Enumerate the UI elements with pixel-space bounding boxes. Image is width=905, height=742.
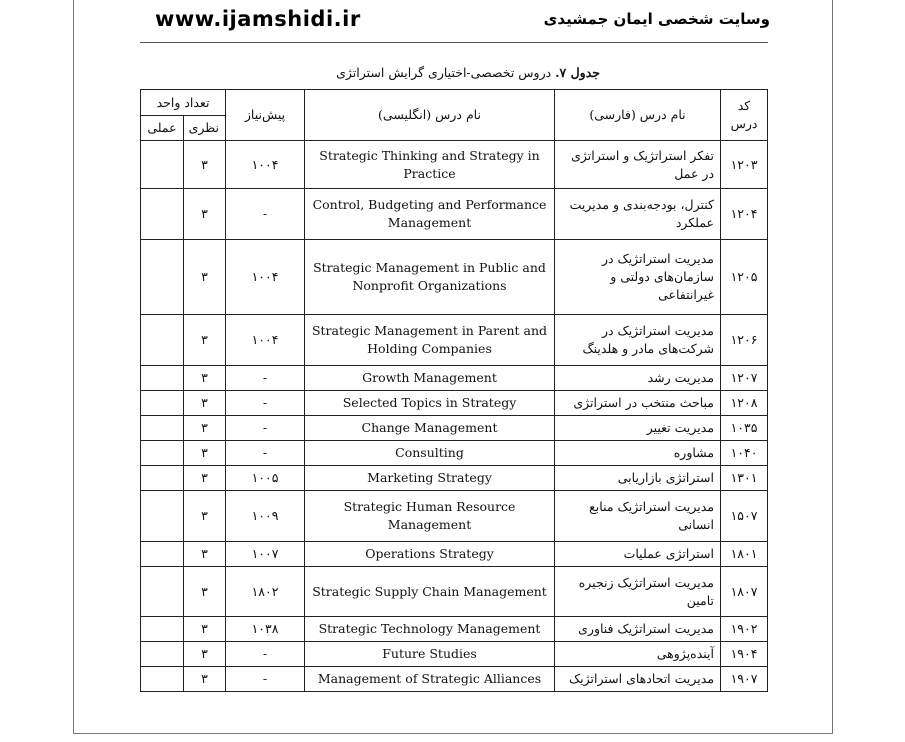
- table-body: [141, 141, 768, 692]
- table-row: [141, 366, 768, 391]
- cell-code: ۱۲۰۴: [721, 189, 768, 240]
- table-row: [141, 189, 768, 240]
- cell-code: ۱۸۰۷: [721, 567, 768, 617]
- cell-theory: ۳: [184, 567, 226, 617]
- cell-theory: ۳: [184, 391, 226, 416]
- cell-practical: [141, 441, 184, 466]
- cell-fa-name: استراتژی بازاریابی: [555, 466, 721, 491]
- cell-fa-name: مدیریت استراتژیک منابع انسانی: [555, 491, 721, 542]
- cell-code: ۱۲۰۶: [721, 315, 768, 366]
- cell-prereq: -: [226, 441, 305, 466]
- table-row: [141, 391, 768, 416]
- header-practical: عملی: [141, 116, 184, 141]
- table-row: [141, 141, 768, 189]
- cell-code: ۱۹۰۲: [721, 617, 768, 642]
- cell-en-name: Consulting: [305, 441, 555, 466]
- cell-theory: ۳: [184, 189, 226, 240]
- cell-theory: ۳: [184, 315, 226, 366]
- cell-prereq: -: [226, 642, 305, 667]
- cell-fa-name: مدیریت رشد: [555, 366, 721, 391]
- cell-fa-name: کنترل، بودجه‌بندی و مدیریت عملکرد: [555, 189, 721, 240]
- table-caption: [140, 65, 600, 80]
- cell-prereq: ۱۰۰۴: [226, 141, 305, 189]
- cell-fa-name: مدیریت اتحادهای استراتژیک: [555, 667, 721, 692]
- table-row: [141, 617, 768, 642]
- cell-theory: ۳: [184, 366, 226, 391]
- cell-code: ۱۰۳۵: [721, 416, 768, 441]
- table-row: [141, 567, 768, 617]
- cell-theory: ۳: [184, 617, 226, 642]
- cell-en-name: Management of Strategic Alliances: [305, 667, 555, 692]
- cell-code: ۱۲۰۳: [721, 141, 768, 189]
- cell-code: ۱۲۰۸: [721, 391, 768, 416]
- header-theory: نظری: [184, 116, 226, 141]
- cell-code: ۱۲۰۷: [721, 366, 768, 391]
- cell-en-name: Marketing Strategy: [305, 466, 555, 491]
- cell-prereq: -: [226, 667, 305, 692]
- cell-theory: ۳: [184, 240, 226, 315]
- cell-practical: [141, 491, 184, 542]
- cell-prereq: ۱۰۰۴: [226, 240, 305, 315]
- header-en-name: نام درس (انگلیسی): [305, 90, 555, 141]
- cell-prereq: ۱۰۰۵: [226, 466, 305, 491]
- header-code: کد درس: [721, 90, 768, 141]
- cell-en-name: Strategic Thinking and Strategy in Practice: [305, 141, 555, 189]
- cell-theory: ۳: [184, 491, 226, 542]
- cell-fa-name: مشاوره: [555, 441, 721, 466]
- cell-fa-name: مدیریت استراتژیک در سازمان‌های دولتی و غیرانتفاعی: [555, 240, 721, 315]
- table-row: [141, 466, 768, 491]
- cell-en-name: Strategic Human Resource Management: [305, 491, 555, 542]
- cell-prereq: -: [226, 391, 305, 416]
- cell-practical: [141, 391, 184, 416]
- cell-theory: ۳: [184, 642, 226, 667]
- cell-fa-name: تفکر استراتژیک و استراتژی در عمل: [555, 141, 721, 189]
- table-row: [141, 416, 768, 441]
- cell-code: ۱۵۰۷: [721, 491, 768, 542]
- cell-practical: [141, 416, 184, 441]
- cell-practical: [141, 542, 184, 567]
- cell-theory: ۳: [184, 542, 226, 567]
- header-units: تعداد واحد: [141, 90, 226, 116]
- cell-en-name: Growth Management: [305, 366, 555, 391]
- cell-en-name: Control, Budgeting and Performance Management: [305, 189, 555, 240]
- cell-fa-name: مدیریت تغییر: [555, 416, 721, 441]
- cell-code: ۱۹۰۷: [721, 667, 768, 692]
- cell-code: ۱۲۰۵: [721, 240, 768, 315]
- cell-en-name: Strategic Technology Management: [305, 617, 555, 642]
- cell-code: ۱۹۰۴: [721, 642, 768, 667]
- cell-practical: [141, 567, 184, 617]
- cell-en-name: Change Management: [305, 416, 555, 441]
- cell-theory: ۳: [184, 441, 226, 466]
- cell-en-name: Selected Topics in Strategy: [305, 391, 555, 416]
- table-row: [141, 315, 768, 366]
- cell-prereq: ۱۰۰۷: [226, 542, 305, 567]
- cell-en-name: Strategic Management in Parent and Holding Companies: [305, 315, 555, 366]
- cell-prereq: -: [226, 416, 305, 441]
- site-brand: وسایت شخصی ایمان جمشیدی: [543, 10, 770, 28]
- cell-theory: ۳: [184, 141, 226, 189]
- caption-text: دروس تخصصی-اختیاری گرایش استراتژی: [336, 65, 552, 80]
- cell-en-name: Strategic Supply Chain Management: [305, 567, 555, 617]
- header-prereq: پیش‌نیاز: [226, 90, 305, 141]
- caption-label: جدول ۷.: [555, 65, 600, 80]
- cell-prereq: ۱۰۳۸: [226, 617, 305, 642]
- cell-prereq: -: [226, 366, 305, 391]
- table-row: [141, 667, 768, 692]
- cell-code: ۱۸۰۱: [721, 542, 768, 567]
- cell-practical: [141, 642, 184, 667]
- table-row: [141, 642, 768, 667]
- cell-practical: [141, 466, 184, 491]
- cell-fa-name: مدیریت استراتژیک فناوری: [555, 617, 721, 642]
- cell-practical: [141, 667, 184, 692]
- table-row: [141, 491, 768, 542]
- cell-practical: [141, 315, 184, 366]
- cell-code: ۱۳۰۱: [721, 466, 768, 491]
- cell-prereq: ۱۰۰۹: [226, 491, 305, 542]
- cell-en-name: Operations Strategy: [305, 542, 555, 567]
- cell-practical: [141, 141, 184, 189]
- cell-theory: ۳: [184, 416, 226, 441]
- cell-fa-name: آینده‌پژوهی: [555, 642, 721, 667]
- table-row: [141, 441, 768, 466]
- table-row: [141, 542, 768, 567]
- cell-fa-name: مدیریت استراتژیک در شرکت‌های مادر و هلدینگ: [555, 315, 721, 366]
- cell-practical: [141, 366, 184, 391]
- cell-practical: [141, 189, 184, 240]
- courses-table: [140, 89, 768, 692]
- site-url[interactable]: www.ijamshidi.ir: [155, 7, 361, 31]
- table-row: [141, 240, 768, 315]
- cell-code: ۱۰۴۰: [721, 441, 768, 466]
- cell-en-name: Future Studies: [305, 642, 555, 667]
- cell-prereq: ۱۰۰۴: [226, 315, 305, 366]
- cell-prereq: -: [226, 189, 305, 240]
- header-fa-name: نام درس (فارسی): [555, 90, 721, 141]
- cell-fa-name: استراتژی عملیات: [555, 542, 721, 567]
- cell-theory: ۳: [184, 466, 226, 491]
- cell-practical: [141, 240, 184, 315]
- cell-theory: ۳: [184, 667, 226, 692]
- cell-en-name: Strategic Management in Public and Nonprofit Organizations: [305, 240, 555, 315]
- cell-fa-name: مباحث منتخب در استراتژی: [555, 391, 721, 416]
- header-divider: [140, 42, 768, 43]
- cell-fa-name: مدیریت استراتژیک زنجیره تامین: [555, 567, 721, 617]
- cell-prereq: ۱۸۰۲: [226, 567, 305, 617]
- cell-practical: [141, 617, 184, 642]
